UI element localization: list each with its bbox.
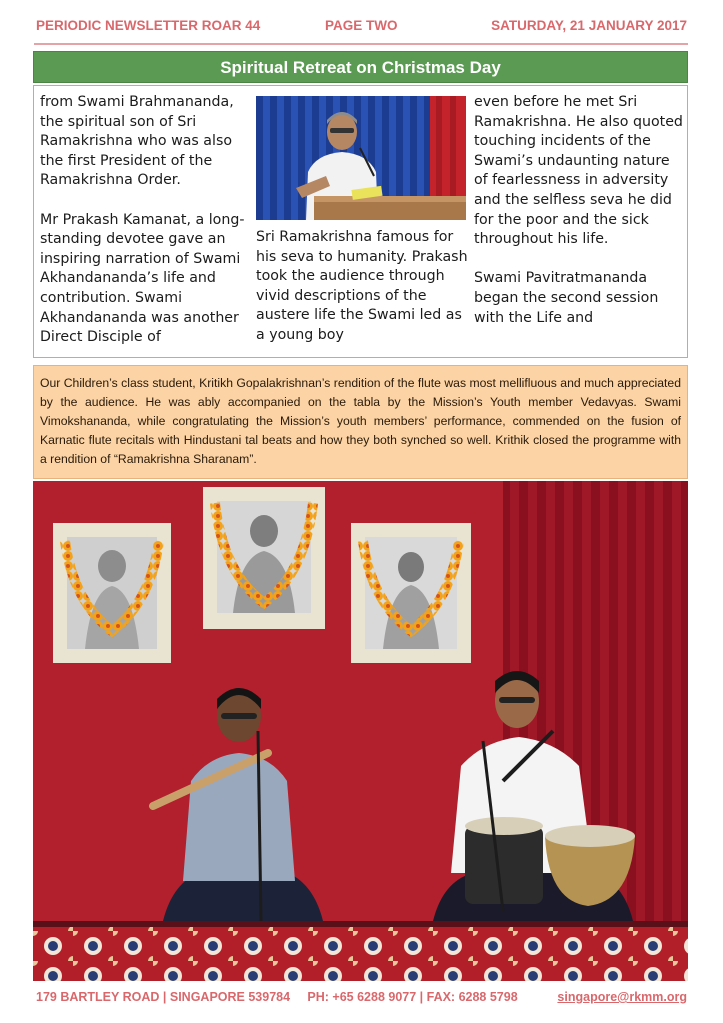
concert-photo-illustration <box>33 481 688 981</box>
page-number: PAGE TWO <box>325 18 398 33</box>
paragraph: from Swami Brahmananda, the spiritual son of Sri Ramakrishna who was also the first President of the Ramakrishna Order. <box>40 94 234 189</box>
article-column-2 <box>256 228 470 346</box>
paragraph: Mr Prakash Kamanat, a long-standing devotee gave an inspiring narration of Swami Akhandananda’s life and contribution. Swami Akhandananda was another Direct Disciple of <box>40 211 245 346</box>
article-box <box>33 85 688 358</box>
speaker-photo <box>256 96 466 220</box>
header-divider <box>34 43 688 45</box>
page-footer <box>36 990 687 1008</box>
article-title: Spiritual Retreat on Christmas Day <box>33 51 688 83</box>
concert-highlight: Our Children’s class student, Kritikh Gopalakrishnan’s rendition of the flute was most mellifluous and much appreciated by the audience. He was ably accompanied on the tabla by the Mission’s Youth member Vedavyas. Swami Vimokshananda, while congratulating the Mission’s youth members’ performance, commended on the fusion of Karnatic flute recitals with Hindustani tal beats and how they both synched so well. Krithik closed the programme with a rendition of “Ramakrishna Sharanam”. <box>33 365 688 479</box>
contact-address: 179 BARTLEY ROAD | SINGAPORE 539784 PH: +65 6288 9077 | FAX: 6288 5798 <box>36 990 518 1004</box>
newsletter-name: PERIODIC NEWSLETTER ROAR 44 <box>36 18 261 33</box>
portrait-frame-left <box>53 523 171 663</box>
article-column-1 <box>40 93 252 348</box>
paragraph: even before he met Sri Ramakrishna. He also quoted touching incidents of the Swami’s undaunting nature of fearlessness in adversity and the selfless seva he did for the poor and the sick throughout his life. <box>474 94 683 248</box>
article-column-3 <box>474 93 684 328</box>
concert-photo <box>33 481 688 981</box>
portrait-frame-right <box>351 523 471 663</box>
issue-date: SATURDAY, 21 JANUARY 2017 <box>491 18 687 33</box>
paragraph: Sri Ramakrishna famous for his seva to humanity. Prakash took the audience through vivid descriptions of the austere life the Swami led as a young boy <box>256 229 468 343</box>
contact-email-link[interactable]: singapore@rkmm.org <box>557 990 687 1004</box>
portrait-frame-center <box>203 487 325 629</box>
speaker-photo-illustration <box>256 96 466 220</box>
page-header <box>36 18 687 40</box>
paragraph: Swami Pavitratmananda began the second session with the Life and <box>474 270 659 326</box>
